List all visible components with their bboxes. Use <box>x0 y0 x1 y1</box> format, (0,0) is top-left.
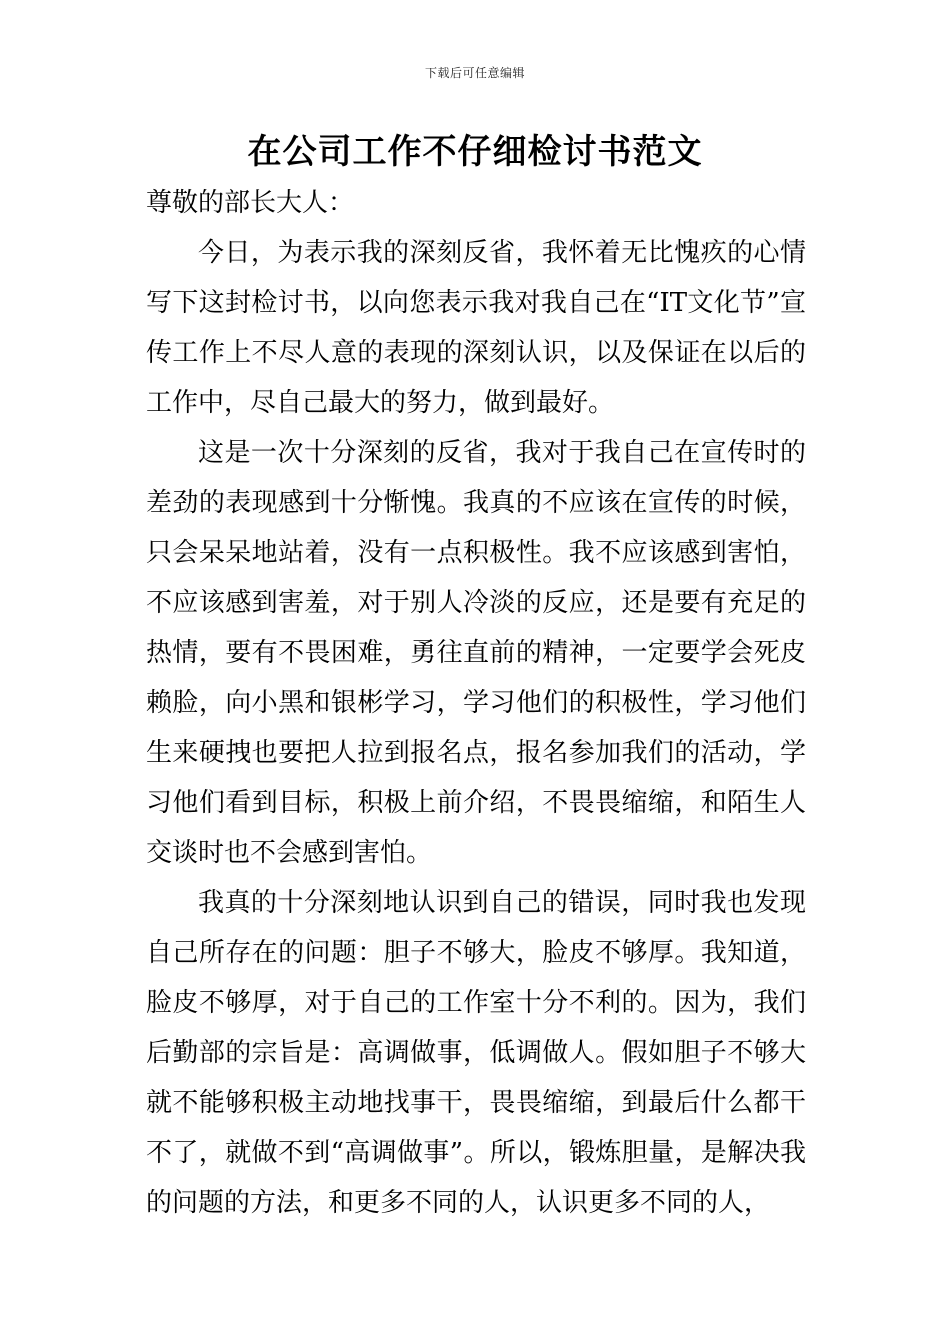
document-body <box>146 178 806 1228</box>
header-note: 下载后可任意编辑 <box>424 66 525 80</box>
paragraph-1: 今日，为表示我的深刻反省，我怀着无比愧疚的心情写下这封检讨书，以向您表示我对我自己在“IT文化节”宣传工作上不尽人意的表现的深刻认识，以及保证在以后的工作中，尽自己最大的努力，做到最好。 <box>146 238 806 418</box>
document-title: 在公司工作不仔细检讨书范文 <box>247 132 703 172</box>
paragraph-2: 这是一次十分深刻的反省，我对于我自己在宣传时的差劲的表现感到十分惭愧。我真的不应该在宣传的时候，只会呆呆地站着，没有一点积极性。我不应该感到害怕，不应该感到害羞，对于别人冷淡的反应，还是要有充足的热情，要有不畏困难，勇往直前的精神，一定要学会死皮赖脸，向小黑和银彬学习，学习他们的积极性，学习他们生来硬拽也要把人拉到报名点，报名参加我们的活动，学习他们看到目标，积极上前介绍，不畏畏缩缩，和陌生人交谈时也不会感到害怕。 <box>146 438 806 868</box>
paragraph-3: 我真的十分深刻地认识到自己的错误，同时我也发现自己所存在的问题：胆子不够大，脸皮不够厚。我知道，脸皮不够厚，对于自己的工作室十分不利的。因为，我们后勤部的宗旨是：高调做事，低调做人。假如胆子不够大就不能够积极主动地找事干，畏畏缩缩，到最后什么都干不了，就做不到“高调做事”。所以，锻炼胆量，是解决我的问题的方法，和更多不同的人，认识更多不同的人， <box>146 888 806 1218</box>
salutation: 尊敬的部长大人： <box>146 188 355 218</box>
